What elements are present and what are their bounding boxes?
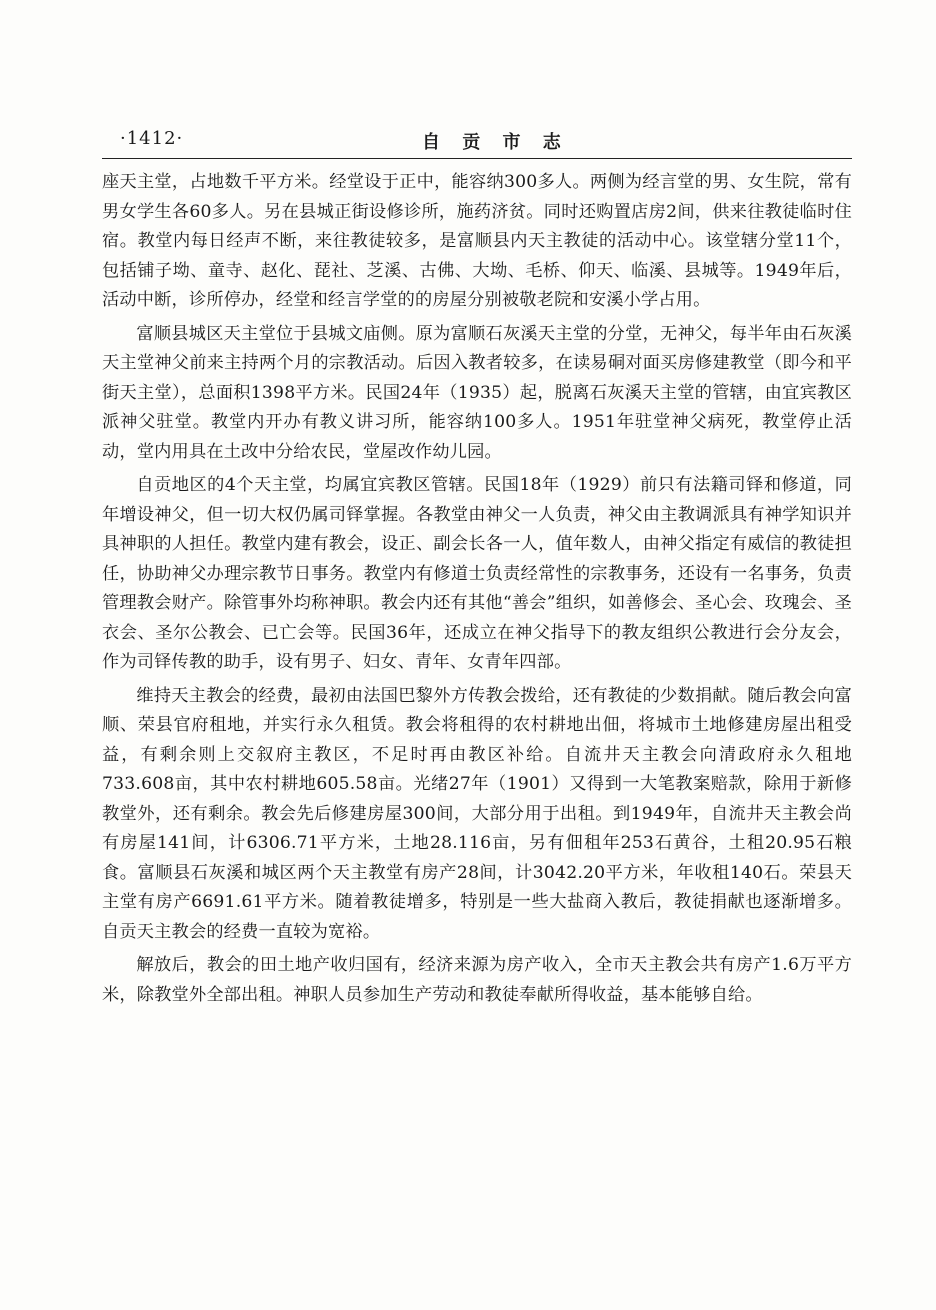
page-header xyxy=(102,128,852,158)
paragraph: 富顺县城区天主堂位于县城文庙侧。原为富顺石灰溪天主堂的分堂，无神父，每半年由石灰溪天主堂神父前来主持两个月的宗教活动。后因入教者较多，在读易硐对面买房修建教堂（即今和平街天主堂），总面积1398平方米。民国24年（1935）起，脱离石灰溪天主堂的管辖，由宜宾教区派神父驻堂。教堂内开办有教义讲习所，能容纳100多人。1951年驻堂神父病死，教堂停止活动，堂内用具在土改中分给农民，堂屋改作幼儿园。 xyxy=(102,323,852,462)
header-rule xyxy=(102,158,852,159)
paragraph: 维持天主教会的经费，最初由法国巴黎外方传教会拨给，还有教徒的少数捐献。随后教会向富顺、荣县官府租地，并实行永久租赁。教会将租得的农村耕地出佃，将城市土地修建房屋出租受益，有剩余则上交叙府主教区，不足时再由教区补给。自流井天主教会向清政府永久租地733.608亩，其中农村耕地605.58亩。光绪27年（1901）又得到一大笔教案赔款，除用于新修教堂外，还有剩余。教会先后修建房屋300间，大部分用于出租。到1949年，自流井天主教会尚有房屋141间，计6306.71平方米，土地28.116亩，另有佃租年253石黄谷，土租20.95石粮食。富顺县石灰溪和城区两个天主教堂有房产28间，计3042.20平方米，年收租140石。荣县天主堂有房产6691.61平方米。随着教徒增多，特别是一些大盐商入教后，教徒捐献也逐渐增多。自贡天主教会的经费一直较为宽裕。 xyxy=(102,685,852,942)
paragraph: 解放后，教会的田土地产收归国有，经济来源为房产收入，全市天主教会共有房产1.6万平方米，除教堂外全部出租。神职人员参加生产劳动和教徒奉献所得收益，基本能够自给。 xyxy=(102,955,852,1005)
paragraph: 自贡地区的4个天主堂，均属宜宾教区管辖。民国18年（1929）前只有法籍司铎和修道，同年增设神父，但一切大权仍属司铎掌握。各教堂由神父一人负责，神父由主教调派具有神学知识并具神职的人担任。教堂内建有教会，设正、副会长各一人，值年数人，由神父指定有威信的教徒担任，协助神父办理宗教节日事务。教堂内有修道士负责经常性的宗教事务，还设有一名事务，负责管理教会财产。除管事外均称神职。教会内还有其他“善会”组织，如善修会、圣心会、玫瑰会、圣衣会、圣尔公教会、已亡会等。民国36年，还成立在神父指导下的教友组织公教进行会分友会，作为司铎传教的助手，设有男子、妇女、青年、女青年四部。 xyxy=(102,475,852,672)
running-title: 自 贡 市 志 xyxy=(422,132,569,153)
paragraph: 座天主堂，占地数千平方米。经堂设于正中，能容纳300多人。两侧为经言堂的男、女生院，常有男女学生各60多人。另在县城正街设修诊所，施药济贫。同时还购置店房2间，供来往教徒临时住宿。教堂内每日经声不断，来往教徒较多，是富顺县内天主教徒的活动中心。该堂辖分堂11个，包括铺子坳、童寺、赵化、琵社、芝溪、古佛、大坳、毛桥、仰天、临溪、县城等。1949年后，活动中断，诊所停办，经堂和经言学堂的的房屋分别被敬老院和安溪小学占用。 xyxy=(102,172,852,310)
body-text xyxy=(102,168,852,1010)
page-number: ·1412· xyxy=(120,128,184,149)
